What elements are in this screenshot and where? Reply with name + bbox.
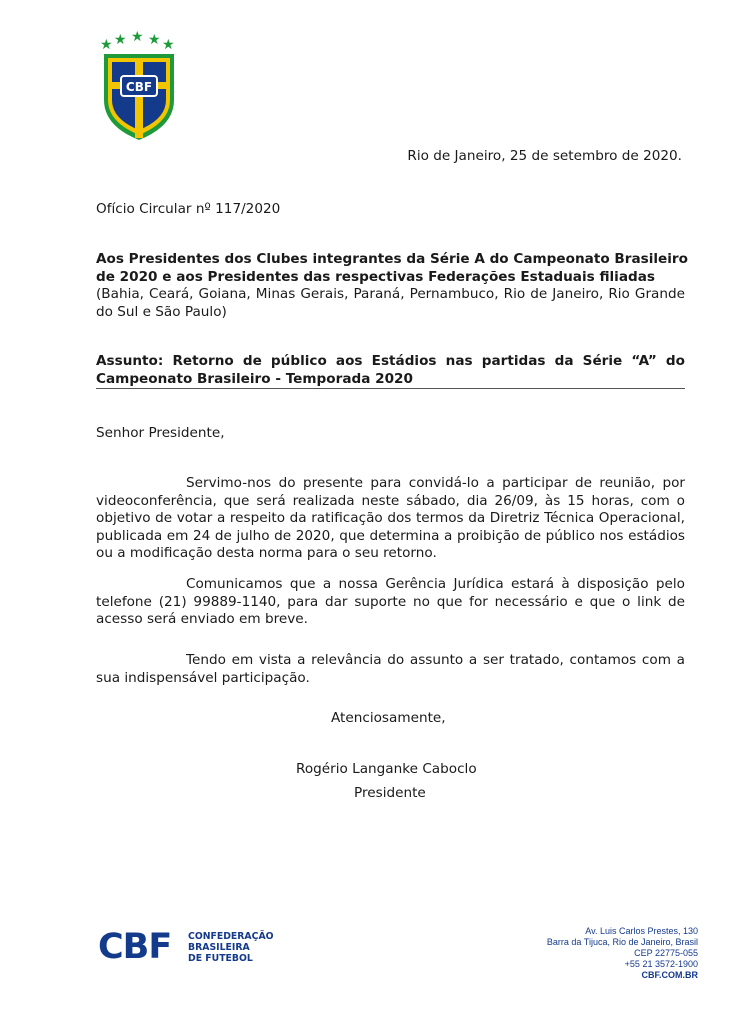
address-line: Av. Luis Carlos Prestes, 130 bbox=[585, 926, 698, 936]
recipients-heading bbox=[96, 251, 688, 286]
stars-icon: ★ ★ ★ ★ ★ bbox=[100, 29, 175, 53]
reference-number: Ofício Circular nº 117/2020 bbox=[96, 201, 281, 217]
shield-icon bbox=[98, 50, 180, 142]
signatory-name: Rogério Langanke Caboclo bbox=[296, 761, 477, 777]
date-line: Rio de Janeiro, 25 de setembro de 2020. bbox=[407, 148, 682, 164]
recipient-states: (Bahia, Ceará, Goiana, Minas Gerais, Paraná, Pernambuco, Rio de Janeiro, Rio Grande do Sul e São Paulo) bbox=[96, 286, 685, 320]
closing: Atenciosamente, bbox=[331, 710, 446, 726]
org-name-line: CONFEDERAÇÃO bbox=[188, 931, 274, 942]
recipients-line-2: de 2020 e aos Presidentes das respectivas Federações Estaduais filiadas bbox=[96, 268, 656, 285]
footer-cbf-wordmark: CBF bbox=[98, 927, 172, 967]
address-line: CEP 22775-055 bbox=[634, 948, 698, 958]
org-name-line: BRASILEIRA bbox=[188, 942, 250, 953]
footer-address bbox=[547, 926, 698, 981]
svg-text:CBF: CBF bbox=[125, 80, 153, 94]
signatory-title: Presidente bbox=[354, 785, 426, 801]
address-line: +55 21 3572-1900 bbox=[624, 959, 698, 969]
website-link[interactable]: CBF.COM.BR bbox=[641, 970, 698, 980]
body-paragraph-1: Servimo-nos do presente para convidá-lo a participar de reunião, por videoconferência, que será realizada neste sábado, dia 26/09, às 15 horas, com o objetivo de votar a respeito da ratificação dos termos da Diretriz Técnica Operacional, publicada em 24 de julho de 2020, que determina a proibição de público nos estádios ou a modificação desta norma para o seu retorno. bbox=[96, 475, 685, 561]
body-paragraph-2: Comunicamos que a nossa Gerência Jurídica estará à disposição pelo telefone (21) 99889-1140, para dar suporte no que for necessário e que o link de acesso será enviado em breve. bbox=[96, 576, 685, 627]
footer-org-name bbox=[188, 931, 308, 964]
address-line: Barra da Tijuca, Rio de Janeiro, Brasil bbox=[546, 937, 698, 947]
subject-line: Assunto: Retorno de público aos Estádios nas partidas da Série “A” do Campeonato Brasileiro - Temporada 2020 bbox=[96, 353, 685, 387]
org-name-line: DE FUTEBOL bbox=[188, 953, 253, 964]
subject-divider bbox=[96, 388, 685, 389]
body-paragraph-3: Tendo em vista a relevância do assunto a ser tratado, contamos com a sua indispensável participação. bbox=[96, 652, 685, 686]
recipients-line-1: Aos Presidentes dos Clubes integrantes da Série A do Campeonato Brasileiro bbox=[96, 251, 688, 267]
salutation: Senhor Presidente, bbox=[96, 425, 225, 441]
cbf-crest-logo bbox=[98, 30, 180, 142]
